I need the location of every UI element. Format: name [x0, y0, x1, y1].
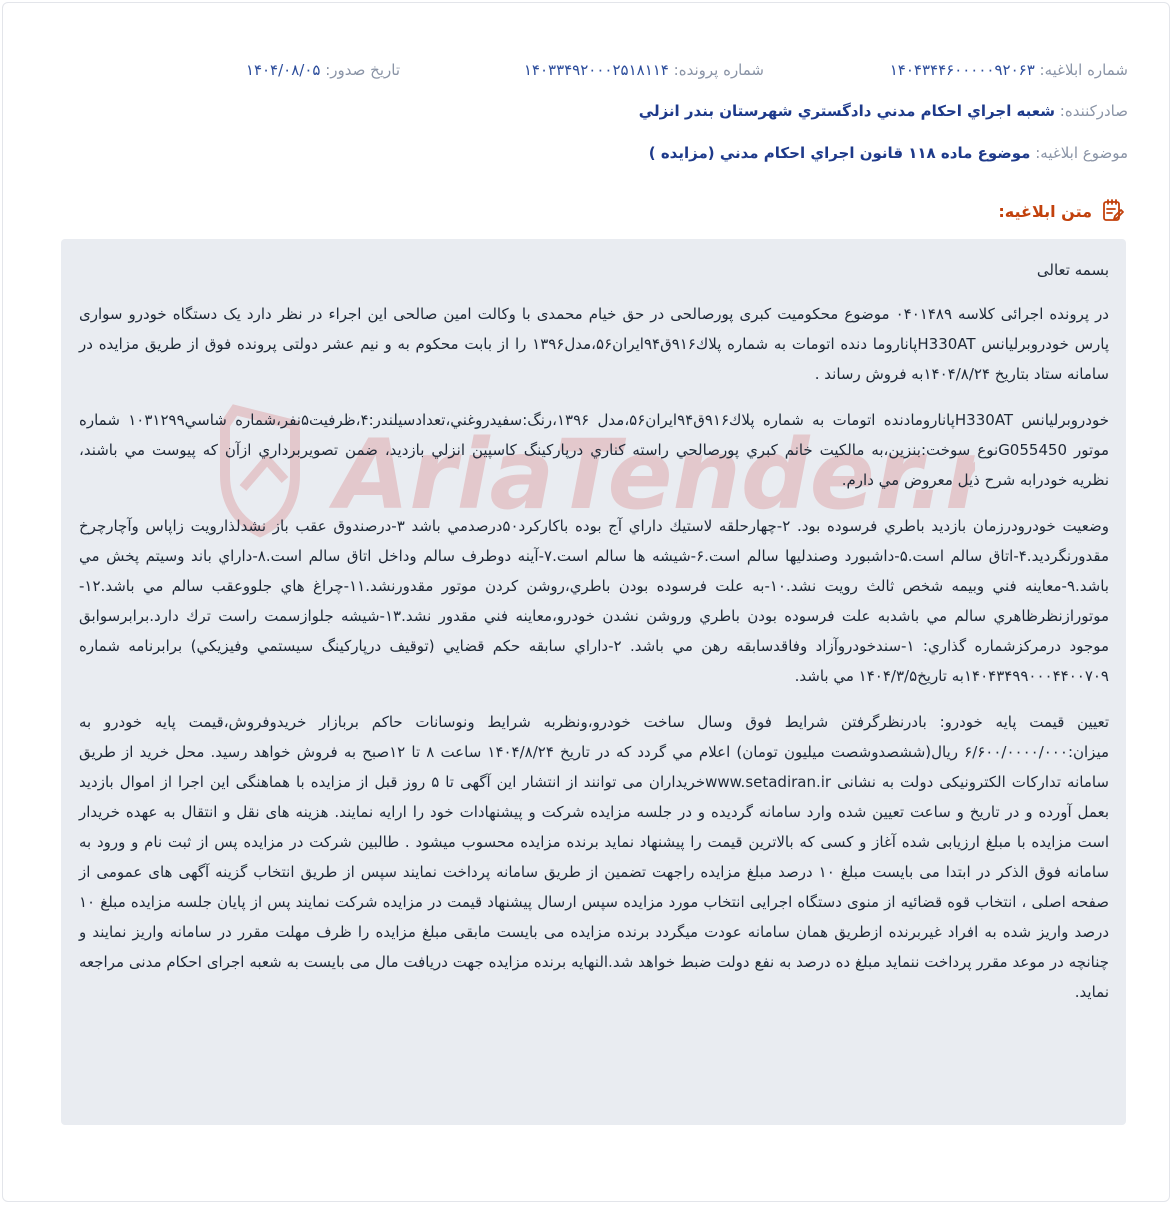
meta-row-subject: [0, 138, 1174, 168]
case-number-value: ۱۴۰۳۳۴۹۲۰۰۰۲۵۱۸۱۱۴: [523, 61, 669, 79]
issuer-value: شعبه اجراي احكام مدني دادگستري شهرستان بندر انزلي: [638, 102, 1055, 120]
issue-date: [246, 55, 400, 85]
notice-text: [79, 255, 1109, 1023]
issue-date-label: تاریخ صدور:: [325, 61, 400, 79]
paragraph-2: خودروبرلیانس H330ATپاناروماﺩنده اتومات به شماره پلاك۹۱۶ق۹۴ایران۵۶،مدل ۱۳۹۶،رنگ:سفيدروغني،تعدادسيلندر:۴،ظرفيت۵نفر،شماره شاسي۱۰۳۱۲۹۹ شماره موتور G055450نوع سوخت:بنزين،به مالكيت خانم كبري پورصالحي راسته كناري درپاركينگ كاسپين انزلي بازديد، ضمن تصويربرداري ازآن كه پيوست مي باشند، نظريه خودرابه شرح ذيل معروض مي دارم.: [79, 411, 1109, 489]
subject-value: موضوع ماده ۱۱۸ قانون اجراي احكام مدني (مزايده ): [648, 144, 1031, 162]
issuer: [639, 96, 1128, 126]
notice-text-heading: [998, 198, 1126, 224]
subject: [649, 138, 1128, 168]
meta-row-ids: [0, 55, 1174, 85]
case-number-label: شماره پرونده:: [673, 61, 764, 79]
paragraph-4: تعيين قيمت پايه خودرو: بادرنظرگرفتن شرايط فوق وسال ساخت خودرو،ونظربه شرايط ونوسانات حاكم بربازار خريدوفروش،قيمت پايه خودرو به ميزان:۶/۶۰۰/۰۰۰۰/۰۰۰ ريال(ششصدوشصت ميليون تومان) اعلام مي گردد که در تاریخ ۱۴۰۴/۸/۲۴ ساعت ۸ تا ۱۲صبح به فروش خواهد رسید. محل خرید از طریق سامانه تدارکات الکترونیکی دولت به نشانی www.setadiran.irخریداران می توانند از انتشار این آگهی تا ۵ روز قبل از مزایده با هماهنگی این اجرا از اموال بازدید بعمل آورده و در تاریخ و ساعت تعیین شده وارد سامانه گردیده و در جلسه مزایده شرکت و پیشنهادات خود را ارایه نمایند. هزینه های نقل و انتقال به عهده خریدار است مزایده با مبلغ ارزیابی شده آغاز و کسی که بالاترین قیمت را پیشنهاد نماید برنده مزایده محسوب میشود . طالبین شرکت در مزایده پس از ثبت نام و ورود به سامانه فوق الذکر در ابتدا می بایست مبلغ ۱۰ درصد مبلغ مزایده راجهت تضمین از طریق سامانه پرداخت نمایند سپس از طریق انتخاب گزینه آگهی های عمومی از صفحه اصلی ، انتخاب قوه قضائیه از منوی دستگاه اجرایی انتخاب مورد مزایده سپس ارسال پیشنهاد قیمت در مزایده شرکت نمایند پس از پایان جلسه مزایده مبلغ ۱۰ درصد واریز شده به افراد غیربرنده ازطریق همان سامانه عودت میگردد برنده مزایده می بایست مابقی مبلغ مزایده را ظرف مهلت مقرر در سامانه واریز نمایند و چنانچه در موعد مقرر پرداخت ننماید مبلغ ده درصد به نفع دولت ضبط خواهد شد.النهایه برنده مزایده جهت دریافت مال می بایست به شعبه اجرای احکام مدنی مراجعه نماید.: [79, 713, 1110, 1001]
notice-text-title: متن ابلاغیه:: [998, 201, 1092, 221]
meta-row-issuer: [0, 96, 1174, 126]
watermark-text: AriaTender.: [335, 419, 945, 531]
issue-date-value: ۱۴۰۴/۰۸/۰۵: [245, 61, 321, 79]
notice-number: [890, 55, 1128, 85]
document-edit-icon: [1100, 198, 1126, 224]
notice-number-value: ۱۴۰۴۳۴۴۶۰۰۰۰۰۹۲۰۶۳: [889, 61, 1035, 79]
subject-label: موضوع ابلاغیه:: [1035, 144, 1128, 162]
paragraph-3: وضعيت خودرودرزمان بازديد باطري فرسوده بود. ۲-چهارحلقه لاستيك داراي آج بوده باكاركرد۵۰درصدمي باشد ۳-درصندوق عقب باز نشدلذارويت زاپاس وآچارچرخ مقدورنگرديد.۴-اتاق سالم است.۵-داشبورد وصندليها سالم است.۶-شيشه ها سالم است.۷-آينه دوطرف سالم وداخل اتاق سالم است.۸-داراي باند وسيتم پخش مي باشد.۹-معاينه فني وبيمه شخص ثالث رويت نشد.۱۰-به علت فرسوده بودن باطري،روشن كردن موتور مقدورنشد.۱۱-چراغ هاي جلووعقب سالم مي باشد.۱۲- موتورازنظرظاهري سالم مي باشدبه علت فرسوده بودن باطري وروشن نشدن خودرو،معاينه فني مقدور نشد.۱۳-شيشه جلوازسمت راست ترك دارد.برابرسوابق موجود درمركزشماره گذاري: ۱-سندخودروآزاد وفاقدسابقه رهن مي باشد. ۲-داراي سابقه حكم قضايي (توقيف درپاركينگ سيستمي وفيزيكي) برابرنامه شماره ۱۴۰۴۳۴۹۹۰۰۰۴۴۰۰۷۰۹به تاريخ۱۴۰۴/۳/۵ مي باشد.: [79, 517, 1110, 685]
notice-number-label: شماره ابلاغیه:: [1039, 61, 1128, 79]
greeting: بسمه تعالی: [1036, 261, 1109, 279]
paragraph-1: در پرونده اجرائی کلاسه ۰۴۰۱۴۸۹ موضوع محکومیت کبری پورصالحی در حق خیام محمدی با وکالت امین صالحی این اجراء در نظر دارد یک دستگاه خودرو سواری پارس خودروبرلیانس H330ATپاناروما دنده اتومات به شماره پلاك۹۱۶ق۹۴ایران۵۶،مدل۱۳۹۶ را از بابت محکوم به و نیم عشر دولتی پرونده فوق از طریق مزایده در سامانه ستاد بتاریخ ۱۴۰۴/۸/۲۴به فروش رساند .: [79, 305, 1109, 383]
issuer-label: صادرکننده:: [1059, 102, 1128, 120]
case-number: [524, 55, 764, 85]
